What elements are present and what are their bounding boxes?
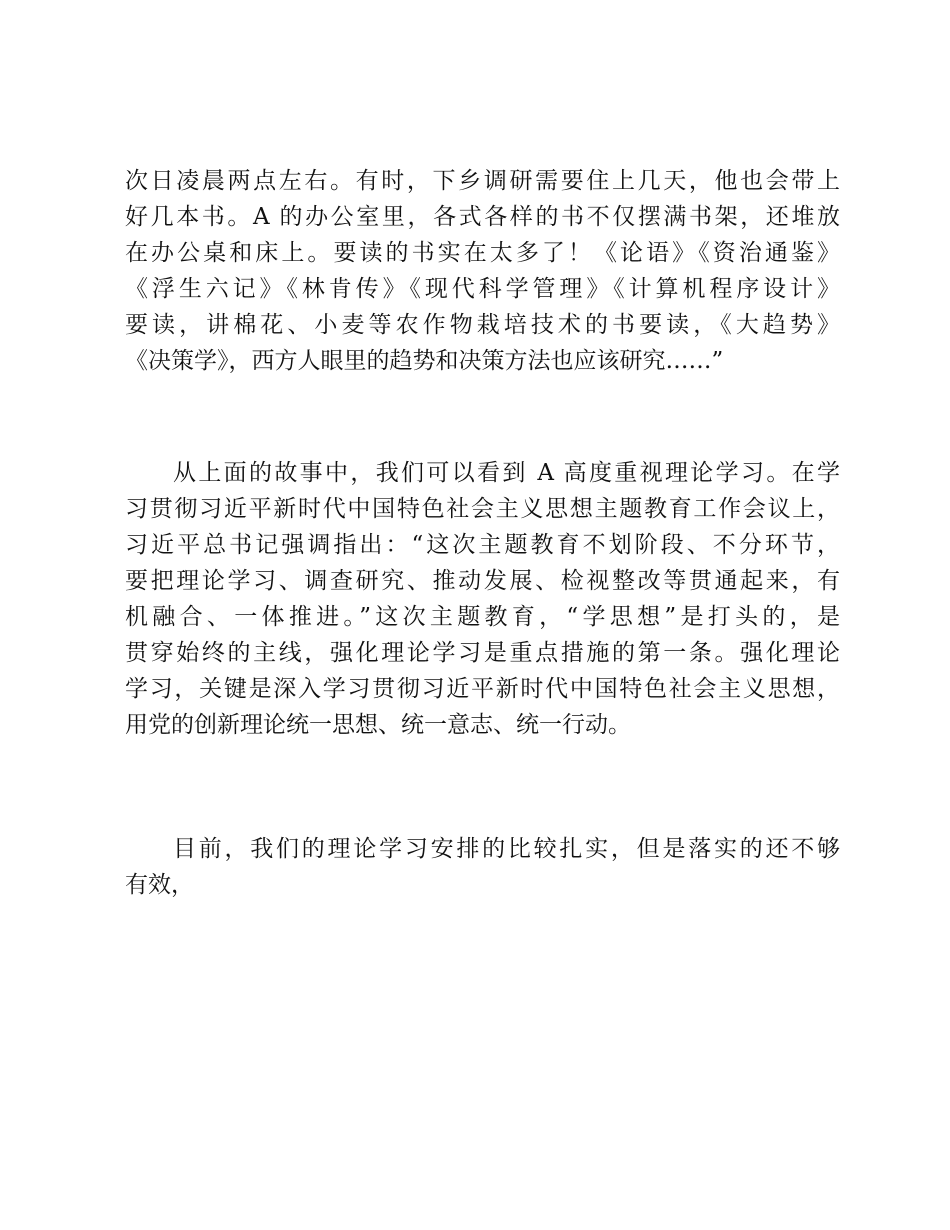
text-line: 好几本书。A 的办公室里，各式各样的书不仅摆满书架，还堆放 — [125, 204, 840, 230]
text-line: 机融合、一体推进。”这次主题教育，“学思想”是打头的，是 — [125, 604, 840, 630]
text-line: 要读，讲棉花、小麦等农作物栽培技术的书要读，《大趋势》 — [125, 312, 840, 338]
paragraph-theory-study — [125, 455, 840, 743]
text-line: 《浮生六记》《林肯传》《现代科学管理》《计算机程序设计》 — [125, 276, 840, 302]
paragraph-current-status — [125, 831, 840, 903]
text-line: 用党的创新理论统一思想、统一意志、统一行动。 — [125, 712, 631, 738]
paragraph-continuation — [125, 163, 840, 379]
text-line: 贯穿始终的主线，强化理论学习是重点措施的第一条。强化理论 — [125, 640, 840, 666]
text-line: 在办公桌和床上。要读的书实在太多了！《论语》《资治通鉴》 — [125, 240, 840, 266]
text-line: 习近平总书记强调指出：“这次主题教育不划阶段、不分环节， — [125, 532, 840, 558]
text-line: 《决策学》，西方人眼里的趋势和决策方法也应该研究……” — [125, 348, 724, 374]
text-line: 习贯彻习近平新时代中国特色社会主义思想主题教育工作会议上， — [125, 496, 840, 522]
text-line: 次日凌晨两点左右。有时，下乡调研需要住上几天，他也会带上 — [125, 168, 840, 194]
text-line: 有效， — [125, 872, 194, 898]
text-line: 学习，关键是深入学习贯彻习近平新时代中国特色社会主义思想， — [125, 676, 840, 702]
text-line: 目前，我们的理论学习安排的比较扎实，但是落实的还不够 — [173, 836, 840, 862]
text-line: 要把理论学习、调查研究、推动发展、检视整改等贯通起来，有 — [125, 568, 840, 594]
text-line: 从上面的故事中，我们可以看到 A 高度重视理论学习。在学 — [173, 460, 840, 486]
